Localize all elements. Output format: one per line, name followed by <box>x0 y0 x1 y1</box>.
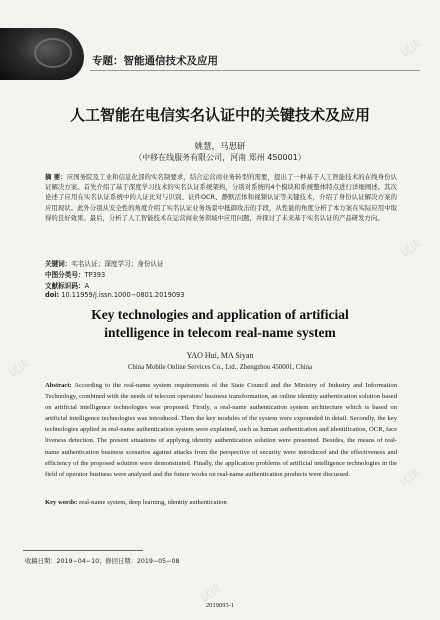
document-code <box>45 280 89 290</box>
received-dates-footnote <box>25 556 179 565</box>
topic-label: 专题：智能通信技术及应用 <box>92 55 218 67</box>
english-title-line2: intelligence in telecom real-name system <box>104 325 336 340</box>
watermark: 试读 <box>398 236 425 261</box>
received-label: 收稿日期： <box>25 558 57 565</box>
chinese-abstract <box>45 172 397 223</box>
page-number: 2019093-1 <box>205 602 235 609</box>
clc-label: 中图分类号： <box>45 271 85 279</box>
english-abstract-text: According to the real-name system requirements of the State Council and the Ministry of Industry and Information Technology, combined with the needs of telecom operators' business transformation, an online identity authentication solution based on artificial intelligence technologies was proposed. Firstly, a real-name authentication system architecture which is based on artificial intelligence technologies was introduced. Then the key modules of the system were expounded in detail. Secondly, the key technologies applied in real-name authentication system were explained, such as human authentication and identification, OCR, face liveness detection. The present situations of applying identity authentication solution were presented. Besides, the means of real-name authentication business scenarios against attacks from the perspective of security were introduced and the effectiveness and efficiency of the proposed solution were demonstrated. Finally, the application problems of artificial intelligence technologies in the field of operator business were analyzed and the future works on real-name authentication products were discussed. <box>45 382 397 478</box>
chinese-affiliation: （中移在线服务有限公司，河南 郑州 450001） <box>134 153 306 162</box>
doi-value: 10.11959/j.issn.1000−0801.2019093 <box>61 291 185 299</box>
doi-label: doi: <box>45 291 60 299</box>
chinese-keywords-label: 关键词： <box>45 260 72 268</box>
english-title <box>0 306 440 342</box>
document-code-label: 文献标识码： <box>45 282 85 290</box>
watermark: 试读 <box>6 356 33 381</box>
watermark: 试读 <box>198 581 225 606</box>
doi <box>45 291 184 299</box>
footnote-rule <box>23 550 143 551</box>
english-affiliation: China Mobile Online Services Co., Ltd., Zhengzhou 450001, China <box>127 364 313 371</box>
english-abstract <box>45 380 397 480</box>
chinese-abstract-text: 应国务院及工业和信息化部的实名制要求，结合运营商业务转型的需要，提出了一种基于人工智能技术的在线身份认证解决方案。首先介绍了基于深度学习技术的实名认证系统架构，分别对系统的4个模块和系统整体特点进行详细阐述。其次论述了应用在实名认证系统中的人证比对与识别、证件OCR、静默活体和视频认证等关键技术，介绍了身份认证解决方案的应用现状。此外分别从安全性的角度介绍了实名认证业务场景中抵御攻击的手段，从性能的角度分析了本方案在实际应用中取得的良好效果。最后，分析了人工智能技术在运营商业务领域中应用问题，并探讨了未来基于实名认证的产品研发方向。 <box>45 173 397 222</box>
header-rule <box>90 70 420 71</box>
english-keywords-label: Key words: <box>45 499 78 506</box>
received-date: 2019−04−10 <box>56 558 100 565</box>
english-authors: YAO Hui, MA Siyan <box>186 351 254 360</box>
english-keywords-text: real-name system, deep learning, identity authentication <box>79 499 227 506</box>
chinese-keywords-text: 实名认证；深度学习；身份认证 <box>71 260 164 268</box>
chinese-title: 人工智能在电信实名认证中的关键技术及应用 <box>69 106 370 124</box>
clc-number <box>45 269 105 279</box>
chinese-authors: 姚慧，马思研 <box>194 142 246 152</box>
journal-header <box>0 0 440 96</box>
header-banner-image <box>0 28 84 80</box>
chinese-keywords <box>45 258 164 268</box>
revised-label: ；修回日期： <box>99 558 137 565</box>
english-title-line1: Key technologies and application of artificial <box>91 307 349 322</box>
watermark: 试读 <box>398 36 425 61</box>
english-keywords <box>45 499 397 506</box>
watermark: 试读 <box>396 466 423 491</box>
chinese-abstract-label: 摘 要： <box>45 173 67 181</box>
revised-date: 2019−05−08 <box>136 558 180 565</box>
clc-value: TP393 <box>84 271 106 279</box>
english-abstract-label: Abstract: <box>45 382 72 389</box>
document-code-value: A <box>84 282 90 290</box>
